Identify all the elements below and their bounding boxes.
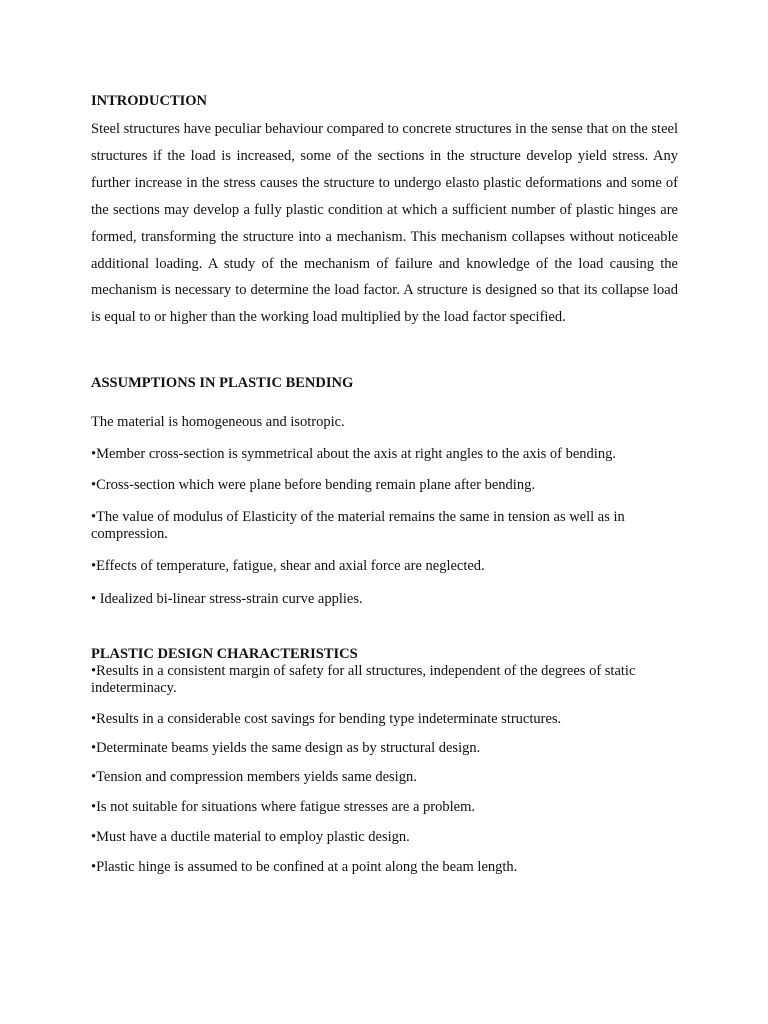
introduction-paragraph: Steel structures have peculiar behaviour compared to concrete structures in the sense that on the steel structures if the load is increased, some of the sections in the structure develop yield stress. Any further increase in the stress causes the structure to undergo elasto plastic deformations and some of the sections may develop a fully plastic condition at which a sufficient number of plastic hinges are formed, transforming the structure into a mechanism. This mechanism collapses without noticeable additional loading. A study of the mechanism of failure and knowledge of the load causing the mechanism is necessary to determine the load factor. A structure is designed so that its collapse load is equal to or higher than the working load multiplied by the load factor specified. <box>91 121 678 326</box>
characteristic-item: •Results in a consistent margin of safety for all structures, independent of the degrees of static indeterminacy. <box>91 663 636 696</box>
characteristic-item: •Must have a ductile material to employ plastic design. <box>91 829 410 845</box>
characteristic-item: •Is not suitable for situations where fatigue stresses are a problem. <box>91 799 475 815</box>
assumption-item: •Cross-section which were plane before bending remain plane after bending. <box>91 477 535 493</box>
assumption-item: • Idealized bi-linear stress-strain curve applies. <box>91 591 363 607</box>
assumption-item: •The value of modulus of Elasticity of the material remains the same in tension as well as in compression. <box>91 509 625 542</box>
characteristic-item: •Plastic hinge is assumed to be confined at a point along the beam length. <box>91 859 518 875</box>
assumption-item: The material is homogeneous and isotropic. <box>91 414 345 430</box>
assumption-item: •Effects of temperature, fatigue, shear and axial force are neglected. <box>91 558 485 574</box>
assumption-item: •Member cross-section is symmetrical about the axis at right angles to the axis of bending. <box>91 446 616 462</box>
section-heading-assumptions: ASSUMPTIONS IN PLASTIC BENDING <box>91 375 354 391</box>
characteristic-item: •Determinate beams yields the same design as by structural design. <box>91 740 481 756</box>
section-heading-introduction: INTRODUCTION <box>91 93 208 109</box>
section-heading-plastic-design: PLASTIC DESIGN CHARACTERISTICS <box>91 646 358 662</box>
characteristic-item: •Results in a considerable cost savings for bending type indeterminate structures. <box>91 711 562 727</box>
characteristic-item: •Tension and compression members yields same design. <box>91 769 417 785</box>
